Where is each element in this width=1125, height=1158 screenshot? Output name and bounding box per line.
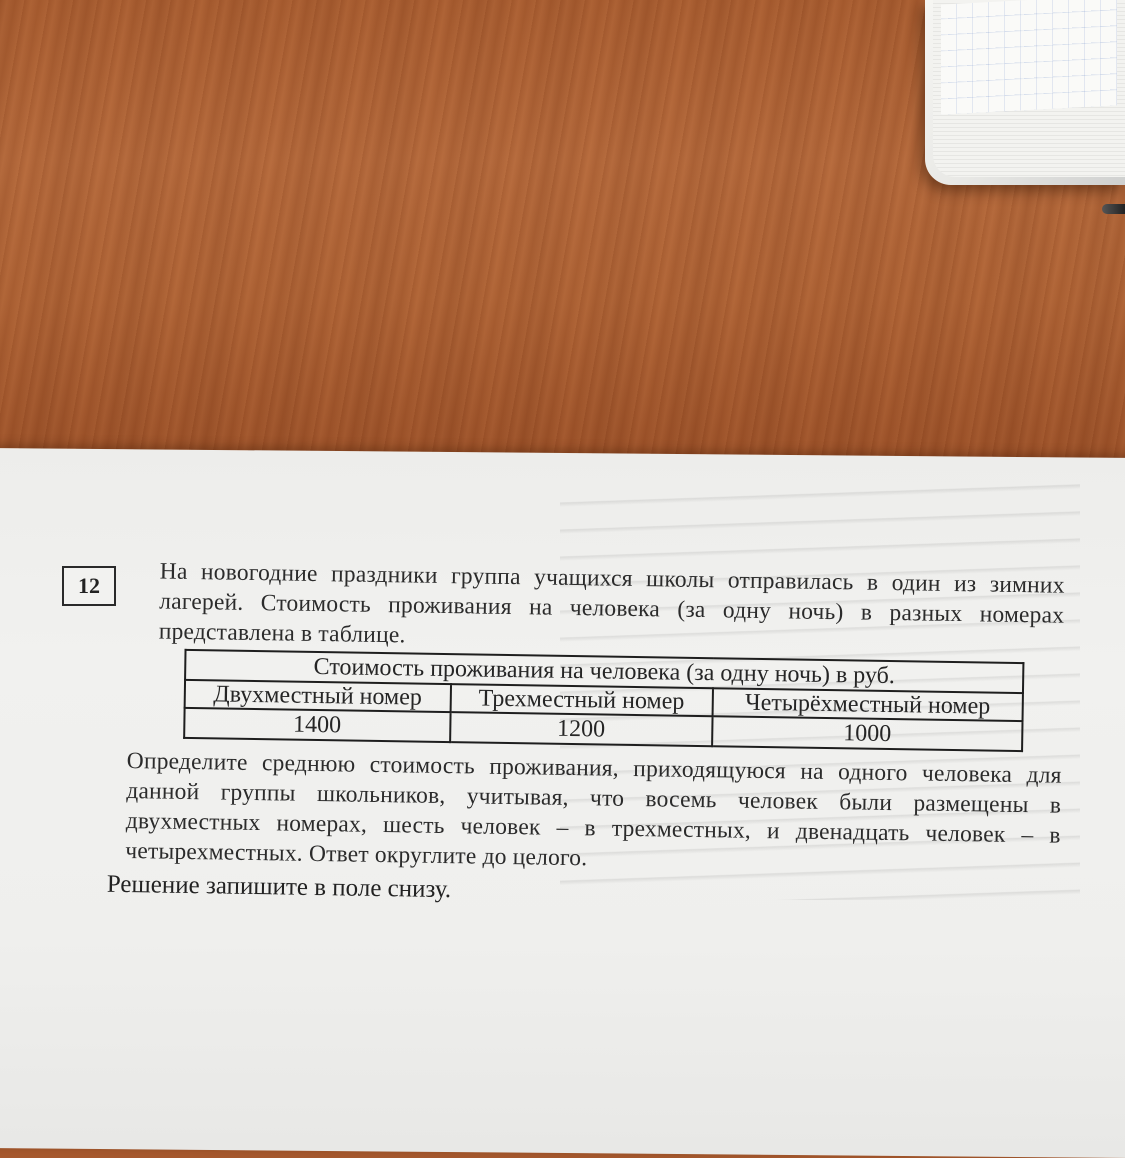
task-question-text: Определите среднюю стоимость проживания, приходящуюся на одного человека для данной группы школьников, учитывая, что восемь человек были размещены в двухместных номерах, шесть человек – в трехместных, и двенадцать человек – в четырехместных. Ответ округлите до целого. [125,748,1062,872]
price-table [183,649,1024,752]
notebook [925,0,1125,185]
task-content [106,556,1088,915]
value-quad-room: 1000 [712,716,1023,751]
price-table-caption: Стоимость проживания на человека (за одну ночь) в руб. [185,650,1023,693]
value-triple-room: 1200 [450,712,713,746]
header-triple-room: Трехместный номер [450,684,713,716]
header-double-room: Двухместный номер [185,680,451,712]
answer-instruction: Решение запишите в поле снизу. [106,870,452,904]
task-number-box: 12 [62,566,116,606]
notebook-grid-page [941,0,1117,115]
pen-tip [1102,204,1125,214]
header-quad-room: Четырёхместный номер [712,688,1023,721]
task-intro-text: На новогодние праздники группа учащихся школы отправилась в один из зимних лагерей. Стоимость проживания на человека (за одну ночь) в разных номерах представлена в таблице. [158,558,1065,649]
value-double-room: 1400 [184,708,450,742]
